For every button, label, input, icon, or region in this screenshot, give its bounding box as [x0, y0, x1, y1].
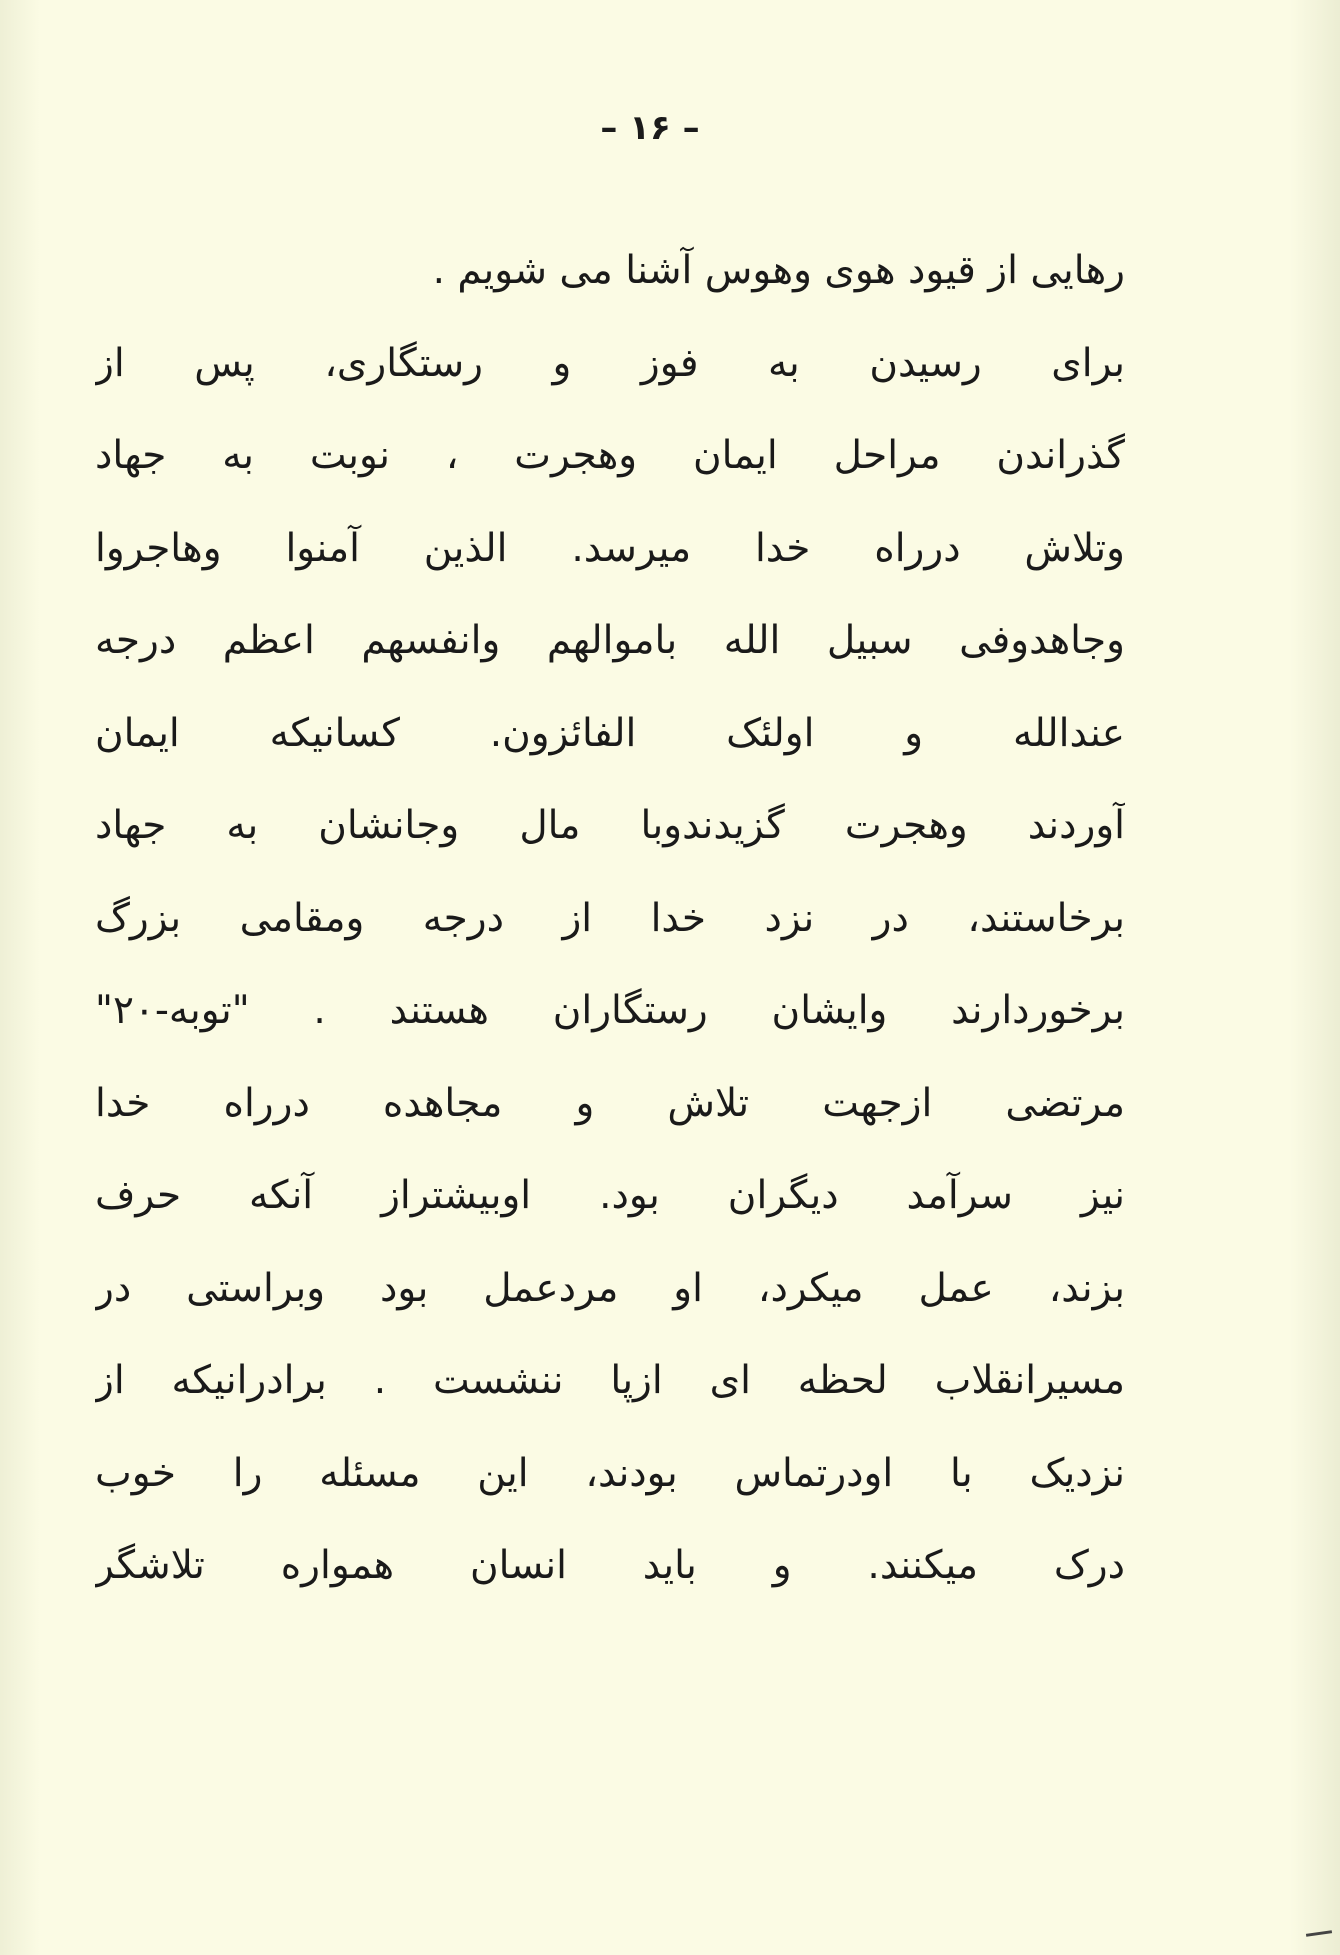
text-line-11: نیز سرآمد دیگران بود. اوبیشتراز آنکه حرف	[95, 1173, 1125, 1218]
text-line-7: آوردند وهجرت گزیدندوبا مال وجانشان به جهاد	[95, 803, 1125, 848]
text-line-5: وجاهدوفی سبیل الله باموالهم وانفسهم اعظم درجه	[95, 618, 1125, 663]
text-line-1: رهایی از قیود هوی وهوس آشنا می شویم .	[432, 248, 1125, 293]
text-line-3: گذراندن مراحل ایمان وهجرت ، نوبت به جهاد	[95, 433, 1125, 478]
text-line-2: برای رسیدن به فوز و رستگاری، پس از	[95, 340, 1125, 386]
text-line-14: نزدیک با اودرتماس بودند، این مسئله را خوب	[95, 1450, 1125, 1496]
text-line-4: وتلاش درراه خدا میرسد. الذین آمنوا وهاجروا	[95, 525, 1125, 571]
text-line-15: درک میکنند. و باید انسان همواره تلاشگر	[95, 1543, 1125, 1588]
text-line-10: مرتضی ازجهت تلاش و مجاهده درراه خدا	[95, 1080, 1125, 1126]
text-line-9: برخوردارند وایشان رستگاران هستند . "توبه-۲۰"	[95, 988, 1125, 1033]
text-line-8: برخاستند، در نزد خدا از درجه ومقامی بزرگ	[95, 895, 1125, 941]
text-line-6: عندالله و اولئک الفائزون. کسانیکه ایمان	[95, 710, 1125, 756]
text-line-12: بزند، عمل میکرد، او مردعمل بود وبراستی در	[95, 1265, 1125, 1311]
text-line-13: مسیرانقلاب لحظه ای ازپا ننشست . برادرانیکه از	[95, 1358, 1125, 1403]
page-number: – ۱۶ –	[600, 108, 700, 148]
scan-mark	[1306, 1930, 1332, 1937]
body-text	[95, 225, 1125, 1613]
